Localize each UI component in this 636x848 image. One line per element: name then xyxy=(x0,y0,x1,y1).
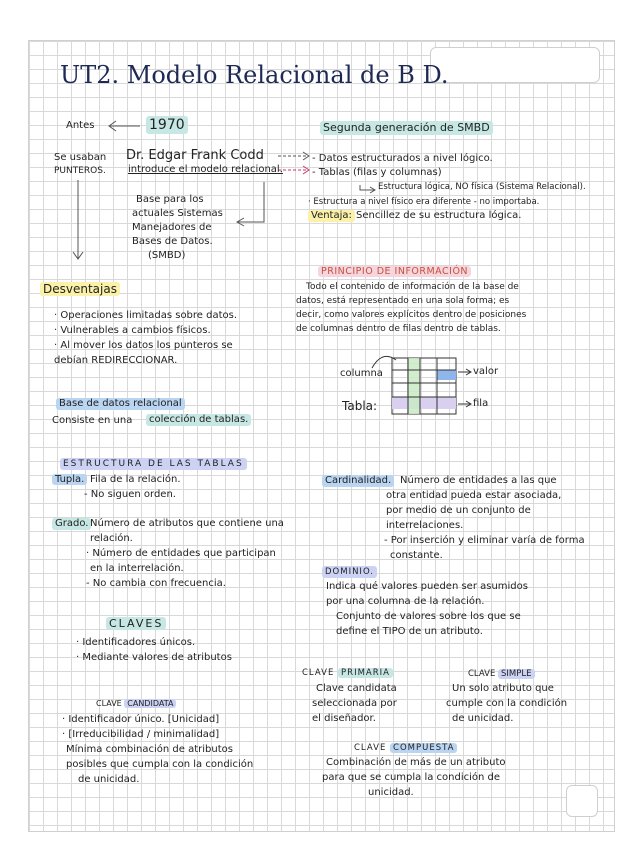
base-line-1: actuales Sistemas xyxy=(132,208,223,219)
table-row-highlight xyxy=(392,397,456,409)
bracket-arrow xyxy=(238,182,264,222)
grado-line-2: · Número de entidades que participan xyxy=(86,548,276,559)
compuesta-line-1: para que se cumpla la condición de xyxy=(322,772,501,783)
table-column-highlight xyxy=(408,358,420,414)
principio-heading xyxy=(318,266,471,278)
grado-line-1: relación. xyxy=(90,533,133,544)
consiste-text: Consiste en una xyxy=(52,415,133,426)
cardinalidad-term: Cardinalidad. xyxy=(322,475,394,487)
candidata-line-1: · [Irreducibilidad / minimalidad] xyxy=(62,729,220,740)
candidata-line-4: de unicidad. xyxy=(78,774,140,785)
primaria-line-2: el diseñador. xyxy=(312,713,376,724)
principio-line-1: datos, está representado en una sola forma; es xyxy=(296,296,510,306)
columna-label: columna xyxy=(340,368,383,379)
antes-label: Antes xyxy=(66,120,95,131)
se-usaban-label: Se usaban xyxy=(54,152,107,163)
candidata-prefix: CLAVE xyxy=(96,699,122,708)
card-line-0: Número de entidades a las que xyxy=(400,475,557,486)
simple-line-0: Un solo atributo que xyxy=(452,683,554,694)
candidata-line-2: Mínima combinación de atributos xyxy=(66,744,233,755)
tupla-label xyxy=(52,474,87,486)
base-line-0: Base para los xyxy=(136,194,204,205)
desv-item-3: debían REDIRECCIONAR. xyxy=(54,355,178,366)
valor-label: valor xyxy=(473,366,499,377)
grado-line-0: Número de atributos que contiene una xyxy=(90,518,284,529)
estructura-heading: ESTRUCTURA DE LAS TABLAS xyxy=(60,458,247,470)
coleccion-text: colección de tablas. xyxy=(146,414,251,426)
primaria-term: PRIMARIA xyxy=(338,668,393,678)
desv-item-2: · Al mover los datos los punteros se xyxy=(54,340,233,351)
sub-arrow xyxy=(360,185,374,190)
desv-item-1: · Vulnerables a cambios físicos. xyxy=(54,325,211,336)
candidata-term: CANDIDATA xyxy=(124,699,176,708)
primaria-heading xyxy=(302,667,393,679)
principio-line-3: de columnas dentro de filas dentro de tablas. xyxy=(296,324,501,334)
grado-term: Grado. xyxy=(52,518,91,530)
estructura-fisica-text: · Estructura a nivel físico era diferente - no importaba. xyxy=(308,197,540,207)
simple-prefix: CLAVE xyxy=(468,669,496,679)
simple-line-2: de unicidad. xyxy=(452,713,514,724)
dominio-line-2: Conjunto de valores sobre los que se xyxy=(336,611,521,622)
dominio-line-1: por una columna de la relación. xyxy=(326,596,485,607)
desv-item-0: · Operaciones limitadas sobre datos. xyxy=(54,310,238,321)
codd-name: Dr. Edgar Frank Codd xyxy=(126,148,264,163)
table-cell-highlight xyxy=(437,370,456,380)
claves-item-1: · Mediante valores de atributos xyxy=(76,652,232,663)
base-line-3: Bases de Datos. xyxy=(132,236,213,247)
primaria-prefix: CLAVE xyxy=(302,668,335,678)
datos-line-1: - Tablas (filas y columnas) xyxy=(312,167,442,178)
compuesta-term: COMPUESTA xyxy=(390,743,457,753)
datos-line-0: - Datos estructurados a nivel lógico. xyxy=(312,153,493,164)
estructura-logica-text: Estructura lógica, NO física (Sistema Relacional). xyxy=(378,182,586,192)
card-line-4: - Por inserción y eliminar varía de forma xyxy=(384,535,585,546)
candidata-heading xyxy=(96,698,176,710)
no-orden-text: - No siguen orden. xyxy=(84,489,176,500)
tupla-definition: Fila de la relación. xyxy=(90,474,181,485)
primaria-line-0: Clave candidata xyxy=(316,683,397,694)
compuesta-line-2: unicidad. xyxy=(368,787,414,798)
ventaja-text: Sencillez de su estructura lógica. xyxy=(356,210,522,221)
fila-label: fila xyxy=(473,398,489,409)
compuesta-prefix: CLAVE xyxy=(354,743,387,753)
compuesta-line-0: Combinación de más de un atributo xyxy=(326,757,506,768)
candidata-line-0: · Identificador único. [Unicidad] xyxy=(62,714,220,725)
candidata-line-3: posibles que cumpla con la condición xyxy=(66,759,254,770)
base-relacional-heading: Base de datos relacional xyxy=(56,398,185,410)
base-line-2: Manejadores de xyxy=(132,222,212,233)
principio-line-2: decir, como valores explícitos dentro de posiciones xyxy=(296,310,527,320)
dominio-heading: DOMINIO. xyxy=(322,566,377,578)
table-diagram xyxy=(372,356,471,414)
page-title: UT2. Modelo Relacional de B D. xyxy=(60,61,449,89)
principio-line-0: Todo el contenido de información de la base de xyxy=(306,282,519,292)
tupla-term: Tupla. xyxy=(52,474,87,485)
introduce-text: introduce el modelo relacional. xyxy=(128,164,283,175)
dominio-line-0: Indica qué valores pueden ser asumidos xyxy=(326,581,528,592)
grado-line-3: en la interrelación. xyxy=(90,563,184,574)
card-line-3: interrelaciones. xyxy=(386,520,464,531)
segunda-heading: Segunda generación de SMBD xyxy=(320,121,493,135)
card-line-5: constante. xyxy=(390,550,443,561)
simple-term: SIMPLE xyxy=(498,669,534,679)
claves-label: CLAVES xyxy=(106,617,166,630)
simple-line-1: cumple con la condición xyxy=(446,698,568,709)
claves-item-0: · Identificadores únicos. xyxy=(76,637,196,648)
principio-label: PRINCIPIO DE INFORMACIÓN xyxy=(318,266,471,277)
ventaja-label: Ventaja: xyxy=(308,210,355,222)
base-line-4: (SMBD) xyxy=(148,250,186,261)
grado-line-4: - No cambia con frecuencia. xyxy=(86,578,226,589)
dominio-line-3: define el TIPO de un atributo. xyxy=(336,626,483,637)
desventajas-heading: Desventajas xyxy=(40,282,120,296)
simple-heading xyxy=(468,668,535,680)
claves-heading xyxy=(106,618,166,630)
tabla-label: Tabla: xyxy=(342,399,378,413)
card-line-1: otra entidad pueda estar asociada, xyxy=(386,490,562,501)
primaria-line-1: seleccionada por xyxy=(312,698,397,709)
card-line-2: por medio de un conjunto de xyxy=(386,505,531,516)
punteros-label: PUNTEROS. xyxy=(54,166,106,176)
compuesta-heading xyxy=(354,742,457,754)
year-label: 1970 xyxy=(146,116,188,134)
